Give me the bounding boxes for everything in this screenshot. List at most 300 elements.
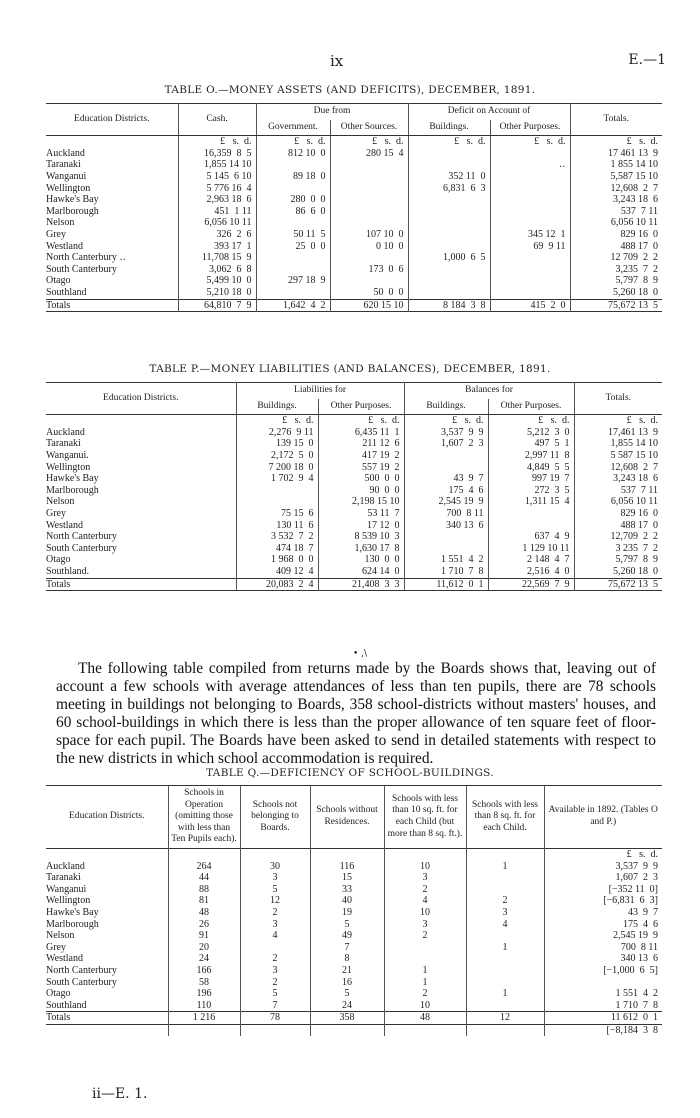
table-cell — [408, 194, 490, 206]
table-cell: 11,708 15 9 — [178, 252, 256, 264]
table-cell: 5,210 18 0 — [178, 287, 256, 299]
district-name: North Canterbury ‥ — [46, 252, 126, 264]
units-cell: £ s. d. — [490, 136, 570, 148]
table-cell: 1 855 14 10 — [570, 159, 662, 171]
totals-cell: 48 — [384, 1012, 466, 1025]
table-cell: 15 — [310, 872, 384, 884]
table-cell: 537 7 11 — [574, 485, 662, 497]
header-district: Education Districts. — [69, 811, 145, 822]
table-cell: 1 968 0 0 — [236, 554, 318, 566]
table-row — [46, 485, 662, 497]
table-cell: 5,797 8 9 — [570, 275, 662, 287]
table-cell: 1 702 9 4 — [236, 473, 318, 485]
table-cell — [330, 275, 408, 287]
table-cell: 488 17 0 — [570, 241, 662, 253]
table-row — [46, 895, 662, 907]
district-name: Southland — [46, 999, 87, 1011]
district-name: Otago — [46, 988, 71, 1000]
table-cell: 829 16 0 — [574, 508, 662, 520]
table-cell: 352 11 0 — [408, 171, 490, 183]
table-cell — [408, 241, 490, 253]
table-cell — [408, 264, 490, 276]
table-cell — [408, 275, 490, 287]
totals-cell: 1 216 — [168, 1012, 240, 1025]
table-cell: 43 9 7 — [544, 907, 662, 919]
district-name: Auckland — [46, 426, 85, 438]
district-name: South Canterbury — [46, 976, 117, 988]
totals-cell: 78 — [240, 1012, 310, 1025]
table-cell: 1 — [384, 965, 466, 977]
table-row — [46, 194, 662, 206]
table-cell: 1 710 7 8 — [404, 566, 488, 578]
units-cell: £ s. d. — [330, 136, 408, 148]
units-row — [46, 848, 662, 860]
table-cell: 69 9 11 — [490, 241, 570, 253]
district-name: Marlborough — [46, 205, 99, 217]
table-cell: 2,276 9 11 — [236, 427, 318, 439]
district-name: Marlborough — [46, 918, 99, 930]
table-cell: 2 — [384, 930, 466, 942]
table-cell — [490, 148, 570, 160]
table-cell: 2 — [240, 977, 310, 989]
table-row — [46, 217, 662, 229]
table-cell: 166 — [168, 965, 240, 977]
units-cell: £ s. d. — [544, 848, 662, 860]
table-cell: 8 — [310, 953, 384, 965]
table-row — [46, 148, 662, 160]
district-name: Hawke's Bay — [46, 906, 99, 918]
table-row — [46, 241, 662, 253]
units-cell: £ s. d. — [488, 415, 574, 427]
header-totals: Totals. — [574, 383, 662, 415]
table-row — [46, 907, 662, 919]
units-cell: £ s. d. — [178, 136, 256, 148]
totals-cell: 75,672 13 5 — [570, 299, 662, 312]
stray-mark: • ,\ — [353, 649, 368, 659]
table-cell: 497 5 1 — [488, 438, 574, 450]
table-cell: 4 — [466, 919, 544, 931]
table-cell: 10 — [384, 861, 466, 873]
table-cell: 326 2 6 — [178, 229, 256, 241]
totals-row — [46, 578, 662, 591]
table-cell: 50 11 5 — [256, 229, 330, 241]
table-cell: 5 145 6 10 — [178, 171, 256, 183]
table-cell: 4,849 5 5 — [488, 462, 574, 474]
header-government: Government. — [256, 120, 330, 136]
table-cell: 5 — [240, 988, 310, 1000]
totals-row — [46, 299, 662, 312]
table-cell — [408, 229, 490, 241]
table-cell — [490, 206, 570, 218]
table-cell: 20 — [168, 942, 240, 954]
table-cell: 637 4 9 — [488, 531, 574, 543]
table-cell: 812 10 0 — [256, 148, 330, 160]
units-cell — [240, 848, 310, 860]
table-cell: 44 — [168, 872, 240, 884]
table-cell: 7 — [240, 1000, 310, 1012]
table-cell: 997 19 7 — [488, 473, 574, 485]
table-cell: 700 8 11 — [404, 508, 488, 520]
table-cell: 139 15 0 — [236, 438, 318, 450]
table-cell — [256, 264, 330, 276]
table-cell: 297 18 9 — [256, 275, 330, 287]
table-o — [46, 103, 662, 312]
table-cell: 2 — [384, 988, 466, 1000]
table-row — [46, 1000, 662, 1012]
district-name: Hawke's Bay — [46, 194, 99, 206]
district-name: South Canterbury — [46, 263, 117, 275]
table-cell: 474 18 7 — [236, 543, 318, 555]
table-cell — [384, 942, 466, 954]
table-cell: 280 0 0 — [256, 194, 330, 206]
table-row — [46, 977, 662, 989]
table-cell: 1 — [466, 988, 544, 1000]
table-cell: 417 19 2 — [318, 450, 404, 462]
district-name: Westland — [46, 953, 83, 965]
table-cell — [490, 194, 570, 206]
table-row — [46, 171, 662, 183]
header-buildings: Buildings. — [408, 120, 490, 136]
table-row — [46, 473, 662, 485]
table-cell — [404, 543, 488, 555]
header-available: Available in 1892. (Tables O and P.) — [544, 786, 662, 849]
table-cell: 2,516 4 0 — [488, 566, 574, 578]
table-cell: 26 — [168, 919, 240, 931]
table-cell: 345 12 1 — [490, 229, 570, 241]
table-cell: 91 — [168, 930, 240, 942]
table-cell: 7 200 18 0 — [236, 462, 318, 474]
table-cell: [−1,000 6 5] — [544, 965, 662, 977]
district-name: Otago — [46, 275, 71, 287]
table-row — [46, 252, 662, 264]
table-cell: 75 15 6 — [236, 508, 318, 520]
table-cell: 8 539 10 3 — [318, 531, 404, 543]
header-other-purposes: Other Purposes. — [488, 399, 574, 415]
table-cell: 700 8 11 — [544, 942, 662, 954]
header-other-sources: Other Sources. — [330, 120, 408, 136]
header-other-purposes: Other Purposes. — [490, 120, 570, 136]
totals-cell: 620 15 10 — [330, 299, 408, 312]
table-cell: 49 — [310, 930, 384, 942]
table-row — [46, 264, 662, 276]
table-row — [46, 450, 662, 462]
table-cell — [490, 275, 570, 287]
table-cell: 3 — [384, 872, 466, 884]
table-cell — [488, 520, 574, 532]
table-cell — [256, 217, 330, 229]
header-deficit: Deficit on Account of — [408, 104, 570, 120]
table-cell: 86 6 0 — [256, 206, 330, 218]
table-cell: 500 0 0 — [318, 473, 404, 485]
header-balances: Balances for — [404, 383, 574, 399]
table-cell: 624 14 0 — [318, 566, 404, 578]
table-cell: 5 776 16 4 — [178, 183, 256, 195]
page-reference: E.—1 — [628, 52, 666, 68]
table-cell: 12,608 2 7 — [574, 462, 662, 474]
district-name: Nelson — [46, 496, 75, 508]
table-cell — [466, 965, 544, 977]
units-cell: £ s. d. — [404, 415, 488, 427]
table-cell — [330, 171, 408, 183]
table-cell: 3 — [466, 907, 544, 919]
header-liabilities: Liabilities for — [236, 383, 404, 399]
table-cell: 6,435 11 1 — [318, 427, 404, 439]
table-cell: 5,260 18 0 — [570, 287, 662, 299]
table-cell: 3,537 9 9 — [404, 427, 488, 439]
table-cell: 3,062 6 8 — [178, 264, 256, 276]
table-cell: 12 — [240, 895, 310, 907]
table-cell — [236, 485, 318, 497]
table-cell — [408, 217, 490, 229]
table-cell — [404, 450, 488, 462]
table-cell: 16,359 8 5 — [178, 148, 256, 160]
table-row — [46, 159, 662, 171]
table-cell: 1,000 6 5 — [408, 252, 490, 264]
table-cell — [256, 183, 330, 195]
header-schools-not-belonging: Schools not belonging to Boards. — [240, 786, 310, 849]
table-cell — [490, 264, 570, 276]
table-row — [46, 861, 662, 873]
table-cell — [466, 872, 544, 884]
totals-cell: 20,083 2 4 — [236, 578, 318, 591]
table-cell: 340 13 6 — [404, 520, 488, 532]
table-cell: 1,630 17 8 — [318, 543, 404, 555]
table-cell — [330, 194, 408, 206]
table-cell — [330, 159, 408, 171]
table-cell: 33 — [310, 884, 384, 896]
table-cell: 17,461 13 9 — [574, 427, 662, 439]
header-less-than-10: Schools with less than 10 sq. ft. for each Child (but more than 8 sq. ft.). — [384, 786, 466, 849]
table-row — [46, 988, 662, 1000]
table-cell: 1 551 4 2 — [544, 988, 662, 1000]
district-name: Southland. — [46, 565, 90, 577]
district-name: Wanganui. — [46, 449, 89, 461]
table-cell — [490, 252, 570, 264]
table-cell: 557 19 2 — [318, 462, 404, 474]
table-cell — [466, 1000, 544, 1012]
table-cell: 2 148 4 7 — [488, 554, 574, 566]
table-cell: 10 — [384, 1000, 466, 1012]
table-cell — [490, 217, 570, 229]
units-cell — [310, 848, 384, 860]
header-district: Education Districts. — [46, 104, 178, 136]
district-name: Grey — [46, 507, 66, 519]
table-cell: 5,797 8 9 — [574, 554, 662, 566]
page-number: ix — [330, 52, 344, 70]
header-schools-without-residences: Schools without Residences. — [310, 786, 384, 849]
totals-cell: 12 — [466, 1012, 544, 1025]
table-cell: 175 4 6 — [404, 485, 488, 497]
table-cell: 2,545 19 9 — [404, 496, 488, 508]
district-name: Taranaki — [46, 872, 81, 884]
table-cell: 21 — [310, 965, 384, 977]
table-cell — [330, 252, 408, 264]
table-cell: 12,709 2 2 — [574, 531, 662, 543]
table-cell: 48 — [168, 907, 240, 919]
totals-cell: 8 184 3 8 — [408, 299, 490, 312]
table-p — [46, 382, 662, 591]
table-cell — [466, 977, 544, 989]
district-name: North Canterbury — [46, 964, 117, 976]
table-cell: 6,831 6 3 — [408, 183, 490, 195]
table-cell: 3 — [240, 919, 310, 931]
table-cell: 280 15 4 — [330, 148, 408, 160]
table-q-title: TABLE Q.—DEFICIENCY OF SCHOOL-BUILDINGS. — [206, 767, 494, 779]
district-name: Wanganui — [46, 883, 87, 895]
table-cell: 2,172 5 0 — [236, 450, 318, 462]
table-cell — [408, 159, 490, 171]
table-o-title: TABLE O.—MONEY ASSETS (AND DEFICITS), DECEMBER, 1891. — [164, 84, 536, 96]
table-cell: 3 — [240, 965, 310, 977]
totals-extra-cell: [−8,184 3 8 — [544, 1024, 662, 1036]
table-row — [46, 919, 662, 931]
table-cell — [256, 287, 330, 299]
table-row — [46, 427, 662, 439]
table-cell: 2 — [466, 895, 544, 907]
totals-extra-row — [46, 1024, 662, 1036]
table-cell: 1 — [466, 861, 544, 873]
table-row — [46, 287, 662, 299]
page-header — [0, 52, 700, 72]
table-cell — [404, 462, 488, 474]
table-cell: 53 11 7 — [318, 508, 404, 520]
table-row — [46, 496, 662, 508]
table-cell: 50 0 0 — [330, 287, 408, 299]
totals-cell: 75,672 13 5 — [574, 578, 662, 591]
district-name: Wellington — [46, 182, 91, 194]
totals-row — [46, 1012, 662, 1025]
table-row — [46, 462, 662, 474]
district-name: Nelson — [46, 217, 75, 229]
table-cell: 2,198 15 10 — [318, 496, 404, 508]
totals-cell: 11,612 0 1 — [404, 578, 488, 591]
table-cell: 264 — [168, 861, 240, 873]
table-cell: 116 — [310, 861, 384, 873]
table-cell: 3,235 7 2 — [570, 264, 662, 276]
totals-cell: 21,408 3 3 — [318, 578, 404, 591]
units-row — [46, 136, 662, 148]
table-cell: 5 — [240, 884, 310, 896]
table-cell: 5 587 15 10 — [574, 450, 662, 462]
table-cell: 17 461 13 9 — [570, 148, 662, 160]
table-cell: 175 4 6 — [544, 919, 662, 931]
table-cell: 43 9 7 — [404, 473, 488, 485]
table-row — [46, 275, 662, 287]
table-cell: 1,607 2 3 — [404, 438, 488, 450]
table-cell — [330, 217, 408, 229]
table-cell: 7 — [310, 942, 384, 954]
table-cell — [544, 977, 662, 989]
district-name: Auckland — [46, 860, 85, 872]
units-cell: £ s. d. — [256, 136, 330, 148]
header-less-than-8: Schools with less than 8 sq. ft. for each Child. — [466, 786, 544, 849]
table-cell: 5,260 18 0 — [574, 566, 662, 578]
table-cell: 3,243 18 6 — [574, 473, 662, 485]
units-cell — [466, 848, 544, 860]
district-name: Westland — [46, 240, 83, 252]
table-cell — [408, 206, 490, 218]
table-cell: 2,997 11 8 — [488, 450, 574, 462]
table-cell: 12,608 2 7 — [570, 183, 662, 195]
table-cell: 30 — [240, 861, 310, 873]
table-cell — [408, 148, 490, 160]
table-cell — [488, 508, 574, 520]
district-name: South Canterbury — [46, 542, 117, 554]
district-name: Otago — [46, 554, 71, 566]
table-cell: 5,587 15 10 — [570, 171, 662, 183]
table-cell: 0 10 0 — [330, 241, 408, 253]
table-row — [46, 872, 662, 884]
table-cell: 81 — [168, 895, 240, 907]
units-cell — [384, 848, 466, 860]
table-cell: 1 710 7 8 — [544, 1000, 662, 1012]
district-name: Marlborough — [46, 484, 99, 496]
table-cell: 3 235 7 2 — [574, 543, 662, 555]
table-cell — [490, 183, 570, 195]
table-cell: 488 17 0 — [574, 520, 662, 532]
table-cell: 2 — [384, 884, 466, 896]
table-cell: 10 — [384, 907, 466, 919]
table-cell — [236, 496, 318, 508]
district-name: Taranaki — [46, 438, 81, 450]
table-row — [46, 206, 662, 218]
district-name: Wellington — [46, 895, 91, 907]
table-cell: 110 — [168, 1000, 240, 1012]
table-cell: 16 — [310, 977, 384, 989]
table-cell: 17 12 0 — [318, 520, 404, 532]
totals-cell: 11 612 0 1 — [544, 1012, 662, 1025]
table-cell: 1,607 2 3 — [544, 872, 662, 884]
table-cell: 5 — [310, 919, 384, 931]
table-cell — [466, 930, 544, 942]
totals-cell: 64,810 7 9 — [178, 299, 256, 312]
table-cell: 5,212 3 0 — [488, 427, 574, 439]
totals-cell: 22,569 7 9 — [488, 578, 574, 591]
table-cell — [256, 159, 330, 171]
table-cell: 25 0 0 — [256, 241, 330, 253]
table-cell — [384, 953, 466, 965]
table-row — [46, 566, 662, 578]
table-cell — [240, 942, 310, 954]
table-cell: 1,311 15 4 — [488, 496, 574, 508]
table-cell: 340 13 6 — [544, 953, 662, 965]
table-cell: 24 — [310, 1000, 384, 1012]
page-footer: ii—E. 1. — [92, 1086, 148, 1102]
table-cell: 1 — [466, 942, 544, 954]
table-cell: ‥ — [490, 159, 570, 171]
district-name: Hawke's Bay — [46, 473, 99, 485]
units-cell: £ s. d. — [236, 415, 318, 427]
table-cell: 3 — [240, 872, 310, 884]
table-cell: 1,855 14 10 — [178, 159, 256, 171]
table-row — [46, 543, 662, 555]
district-name: Auckland — [46, 147, 85, 159]
table-row — [46, 965, 662, 977]
district-name: Westland — [46, 519, 83, 531]
table-cell: 4 — [384, 895, 466, 907]
district-name: Wellington — [46, 461, 91, 473]
table-q — [46, 785, 662, 1036]
header-other-purposes: Other Purposes. — [318, 399, 404, 415]
table-cell: 88 — [168, 884, 240, 896]
table-cell: 6,056 10 11 — [178, 217, 256, 229]
units-cell: £ s. d. — [574, 415, 662, 427]
table-cell: 3,243 18 6 — [570, 194, 662, 206]
header-totals: Totals. — [570, 104, 662, 136]
table-cell: 2 — [240, 953, 310, 965]
table-cell: 58 — [168, 977, 240, 989]
header-buildings: Buildings. — [404, 399, 488, 415]
